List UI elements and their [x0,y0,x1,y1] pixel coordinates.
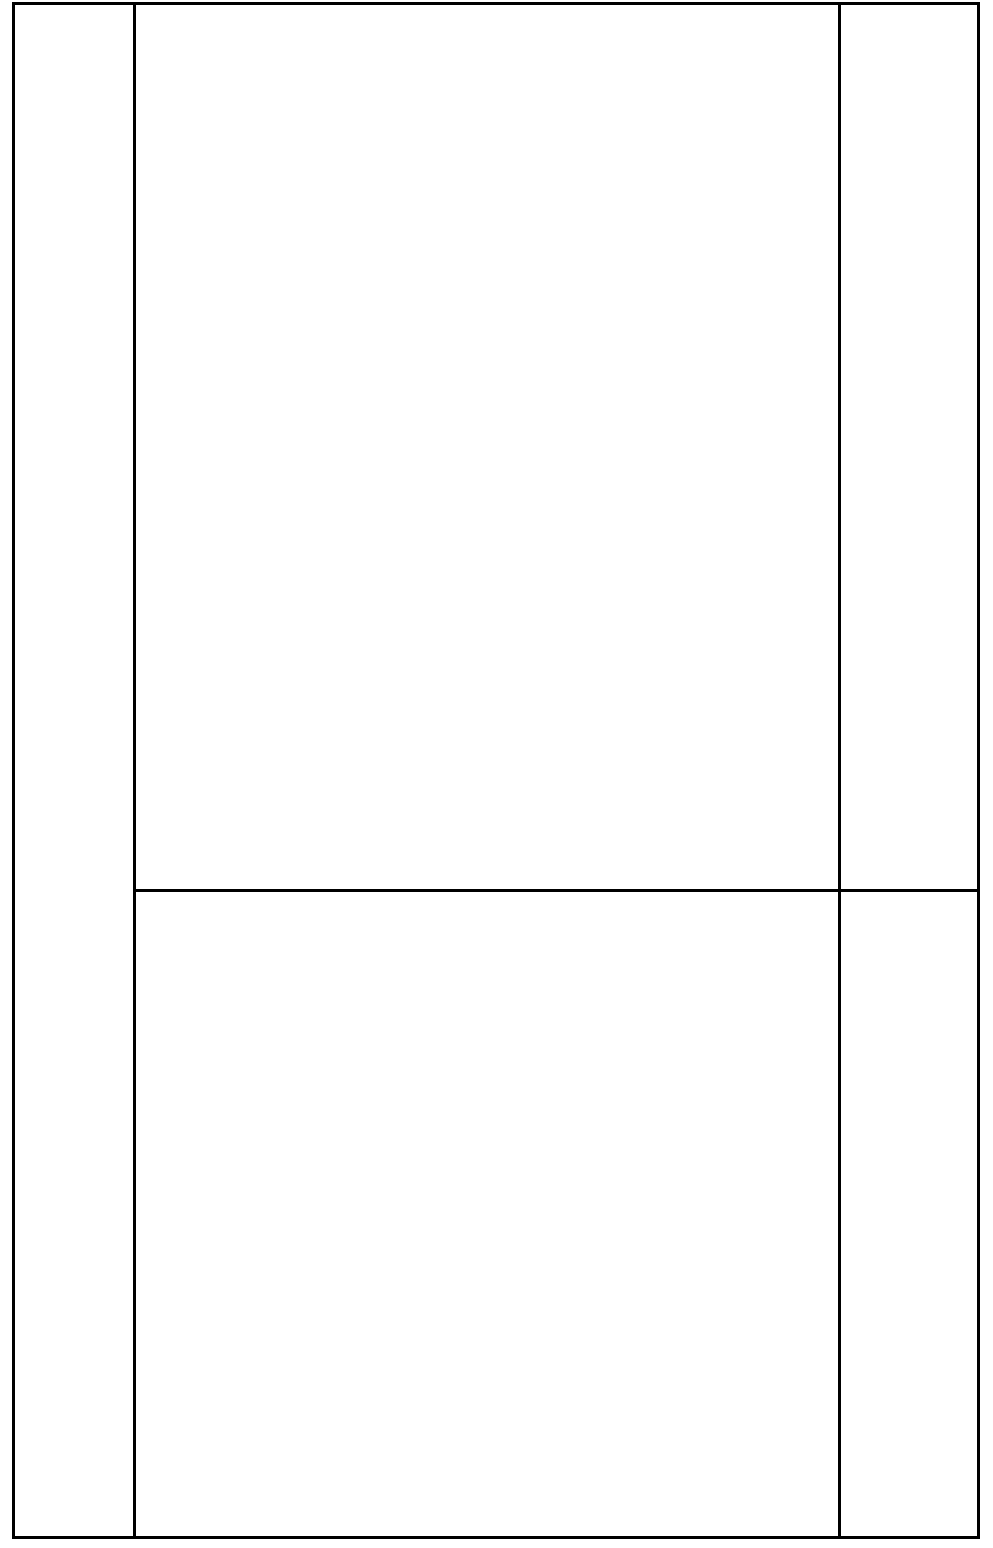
column-divider-right [838,5,841,1536]
column-divider-left [133,5,136,1536]
course-table [12,2,980,1539]
row-divider [133,889,977,892]
